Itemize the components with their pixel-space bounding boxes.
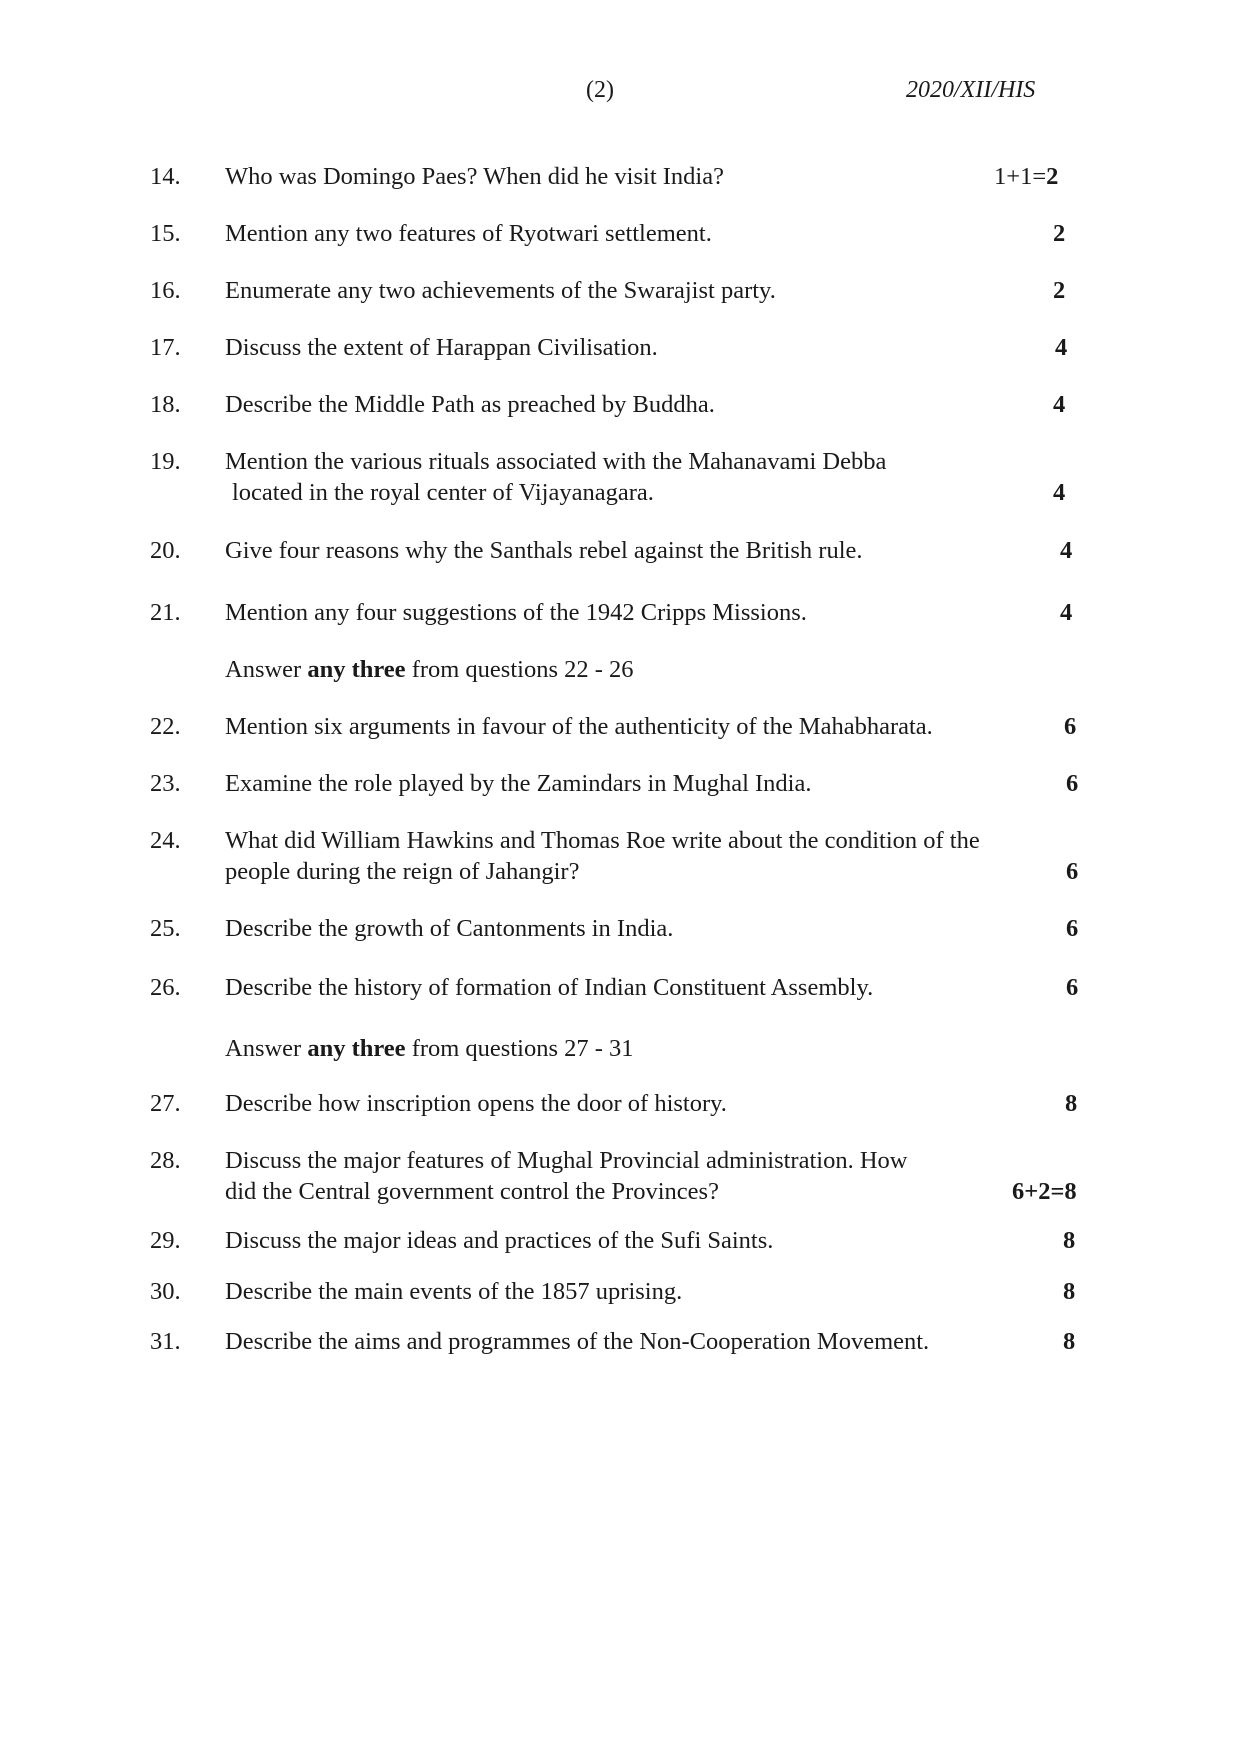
question-text: Mention six arguments in favour of the authenticity of the Mahabharata. [225, 713, 933, 740]
question-text: Who was Domingo Paes? When did he visit India? [225, 163, 724, 190]
question-marks: 2 [1053, 277, 1066, 304]
question-number: 31. [150, 1328, 181, 1355]
instruction-range: from questions 22 - 26 [405, 656, 634, 683]
question-text: Describe the history of formation of Indian Constituent Assembly. [225, 974, 874, 1001]
question-text-line-1: What did William Hawkins and Thomas Roe write about the condition of the [225, 827, 980, 854]
marks-breakdown: 1+1= [994, 163, 1047, 190]
question-marks: 4 [1053, 391, 1066, 418]
question-text: Discuss the extent of Harappan Civilisation. [225, 334, 658, 361]
question-number: 16. [150, 277, 181, 304]
question-text: Describe the growth of Cantonments in India. [225, 915, 674, 942]
question-number: 30. [150, 1278, 181, 1305]
question-marks: 6 [1066, 770, 1079, 797]
question-text: Enumerate any two achievements of the Swarajist party. [225, 277, 776, 304]
question-number: 19. [150, 448, 181, 475]
question-text: Give four reasons why the Santhals rebel against the British rule. [225, 537, 863, 564]
marks-total: 2 [1046, 163, 1059, 190]
question-number: 22. [150, 713, 181, 740]
question-number: 17. [150, 334, 181, 361]
question-number: 29. [150, 1227, 181, 1254]
question-marks: 8 [1063, 1278, 1076, 1305]
question-marks: 6 [1064, 713, 1077, 740]
question-text: Examine the role played by the Zamindars in Mughal India. [225, 770, 812, 797]
question-marks: 6 [1066, 858, 1079, 885]
question-number: 18. [150, 391, 181, 418]
question-text-line-1: Discuss the major features of Mughal Provincial administration. How [225, 1147, 908, 1174]
question-text-line-2: did the Central government control the Provinces? [225, 1178, 719, 1205]
question-number: 27. [150, 1090, 181, 1117]
question-number: 23. [150, 770, 181, 797]
section-instruction [225, 1033, 634, 1064]
question-text: Describe the aims and programmes of the Non-Cooperation Movement. [225, 1328, 930, 1355]
question-text-line-2: located in the royal center of Vijayanagara. [232, 479, 654, 506]
question-marks: 6+2=8 [1012, 1178, 1077, 1205]
question-marks: 2 [1053, 220, 1066, 247]
question-text: Describe how inscription opens the door of history. [225, 1090, 727, 1117]
instruction-text: Answer [225, 1035, 308, 1062]
instruction-range: from questions 27 - 31 [405, 1035, 634, 1062]
instruction-emphasis: any three [307, 1035, 406, 1062]
question-marks: 4 [1060, 537, 1073, 564]
section-instruction [225, 654, 634, 685]
question-number: 26. [150, 974, 181, 1001]
question-text: Mention any four suggestions of the 1942 Cripps Missions. [225, 599, 807, 626]
instruction-text: Answer [225, 656, 308, 683]
paper-code: 2020/XII/HIS [906, 77, 1036, 103]
question-number: 14. [150, 163, 181, 190]
question-text-line-2: people during the reign of Jahangir? [225, 858, 580, 885]
question-marks: 4 [1053, 479, 1066, 506]
question-text-line-1: Mention the various rituals associated with the Mahanavami Debba [225, 448, 887, 475]
question-number: 24. [150, 827, 181, 854]
question-marks: 4 [1060, 599, 1073, 626]
page-number: (2) [586, 77, 614, 103]
question-number: 21. [150, 599, 181, 626]
question-marks: 6 [1066, 915, 1079, 942]
instruction-emphasis: any three [307, 656, 406, 683]
question-marks: 8 [1065, 1090, 1078, 1117]
question-text [225, 1145, 907, 1207]
question-marks [994, 161, 1058, 192]
question-text: Mention any two features of Ryotwari settlement. [225, 220, 712, 247]
question-marks: 6 [1066, 974, 1079, 1001]
question-text [225, 825, 980, 887]
question-marks: 8 [1063, 1227, 1076, 1254]
question-text [225, 446, 886, 508]
question-text: Describe the main events of the 1857 uprising. [225, 1278, 683, 1305]
question-number: 25. [150, 915, 181, 942]
question-number: 20. [150, 537, 181, 564]
question-marks: 8 [1063, 1328, 1076, 1355]
question-number: 15. [150, 220, 181, 247]
question-text: Discuss the major ideas and practices of the Sufi Saints. [225, 1227, 774, 1254]
question-number: 28. [150, 1147, 181, 1174]
question-text: Describe the Middle Path as preached by Buddha. [225, 391, 715, 418]
question-marks: 4 [1055, 334, 1068, 361]
